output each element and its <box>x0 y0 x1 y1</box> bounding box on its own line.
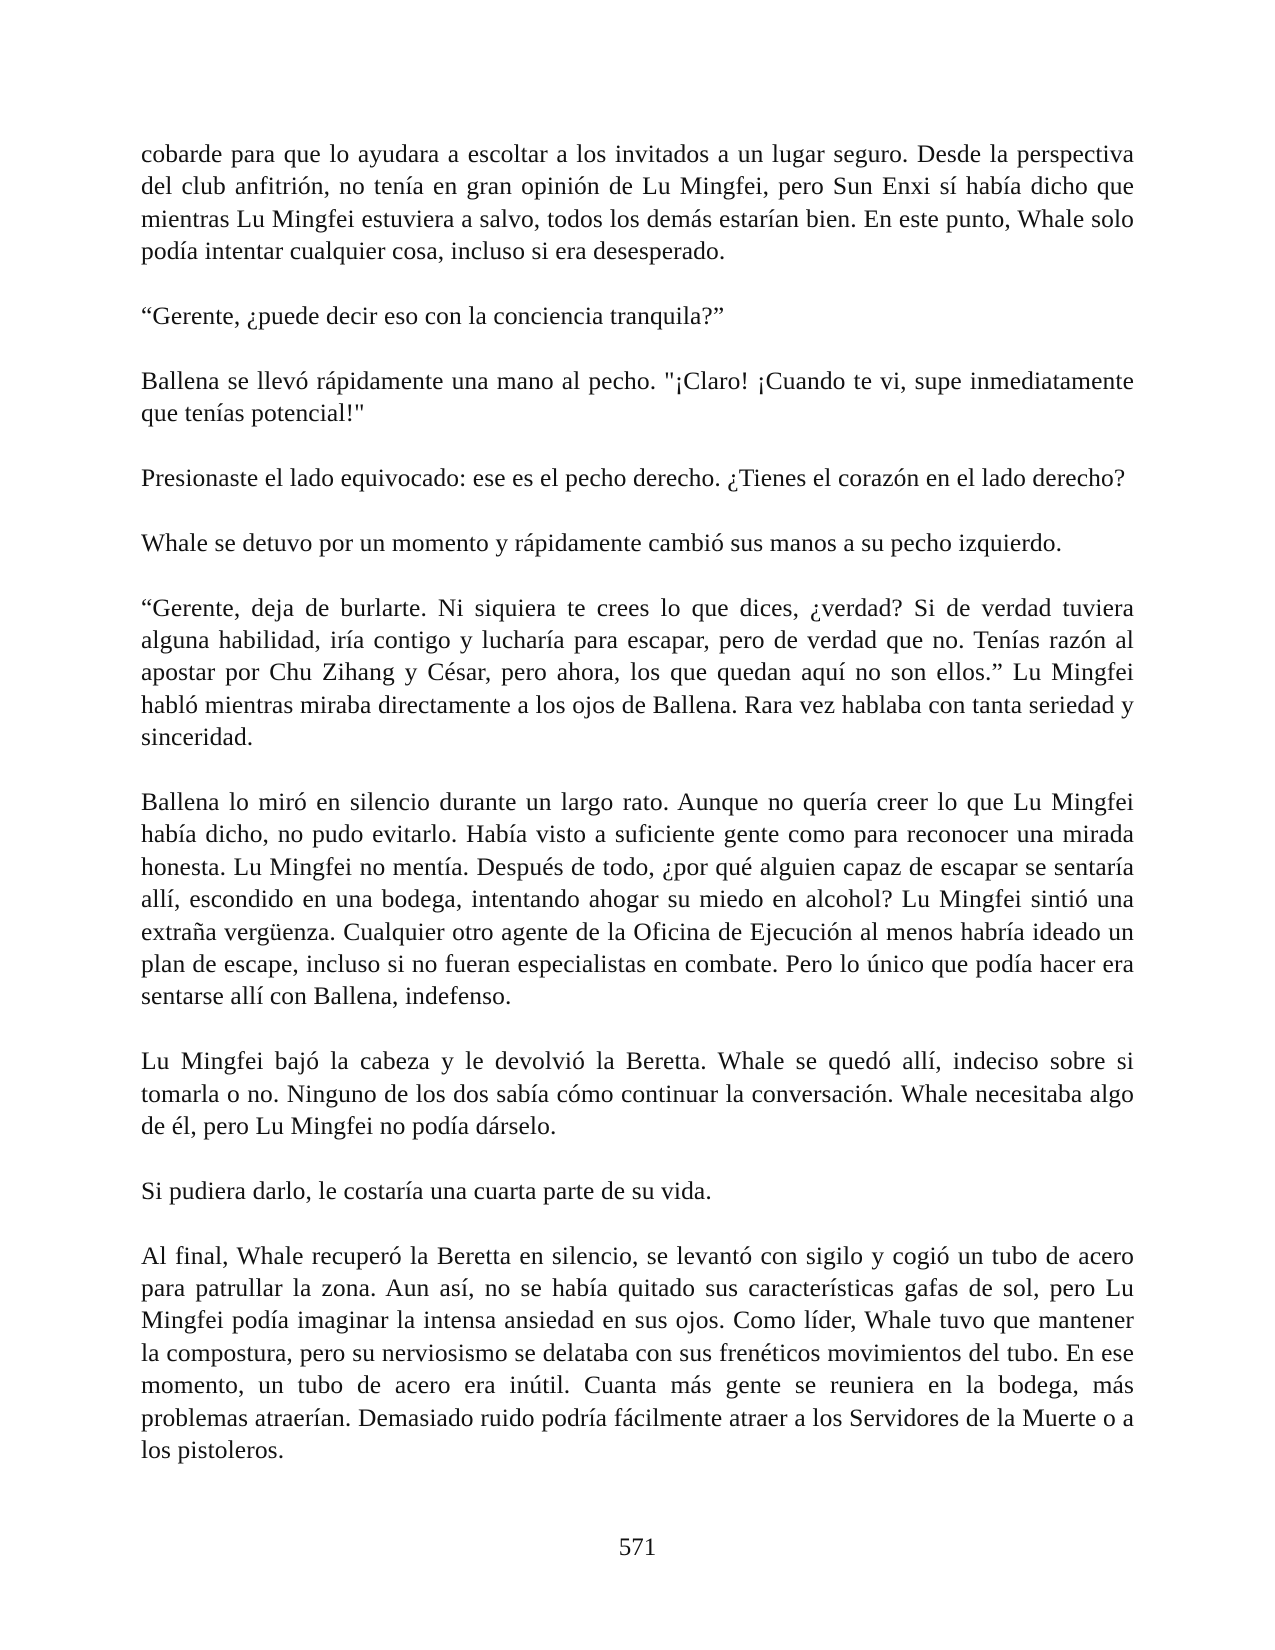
paragraph: “Gerente, ¿puede decir eso con la conciencia tranquila?” <box>141 301 725 331</box>
paragraph: Ballena se llevó rápidamente una mano al pecho. "¡Claro! ¡Cuando te vi, supe inmediatamente que tenías potencial!" <box>141 365 1134 428</box>
paragraph: Presionaste el lado equivocado: ese es el pecho derecho. ¿Tienes el corazón en el lado derecho? <box>141 463 1126 493</box>
text-block <box>141 138 1134 1467</box>
paragraph: cobarde para que lo ayudara a escoltar a los invitados a un lugar seguro. Desde la perspectiva del club anfitrión, no tenía en gran opinión de Lu Mingfei, pero Sun Enxi sí había dicho que mientras Lu Mingfei estuviera a salvo, todos los demás estarían bien. En este punto, Whale solo podía intentar cualquier cosa, incluso si era desesperado. <box>141 139 1134 266</box>
paragraph: Lu Mingfei bajó la cabeza y le devolvió la Beretta. Whale se quedó allí, indeciso sobre si tomarla o no. Ninguno de los dos sabía cómo continuar la conversación. Whale necesitaba algo de él, pero Lu Mingfei no podía dárselo. <box>141 1046 1134 1141</box>
paragraph: Ballena lo miró en silencio durante un largo rato. Aunque no quería creer lo que Lu Mingfei había dicho, no pudo evitarlo. Había visto a suficiente gente como para reconocer una mirada honesta. Lu Mingfei no mentía. Después de todo, ¿por qué alguien capaz de escapar se sentaría allí, escondido en una bodega, intentando ahogar su miedo en alcohol? Lu Mingfei sintió una extraña vergüenza. Cualquier otro agente de la Oficina de Ejecución al menos habría ideado un plan de escape, incluso si no fueran especialistas en combate. Pero lo único que podía hacer era sentarse allí con Ballena, indefenso. <box>141 787 1134 1011</box>
paragraph: “Gerente, deja de burlarte. Ni siquiera te crees lo que dices, ¿verdad? Si de verdad tuviera alguna habilidad, iría contigo y lucharía para escapar, pero de verdad que no. Tenías razón al apostar por Chu Zihang y César, pero ahora, los que quedan aquí no son ellos.” Lu Mingfei habló mientras miraba directamente a los ojos de Ballena. Rara vez hablaba con tanta seriedad y sinceridad. <box>141 592 1134 752</box>
paragraph: Si pudiera darlo, le costaría una cuarta parte de su vida. <box>141 1175 712 1205</box>
page-number: 571 <box>618 1534 657 1561</box>
paragraph: Whale se detuvo por un momento y rápidamente cambió sus manos a su pecho izquierdo. <box>141 527 1063 557</box>
paragraph: Al final, Whale recuperó la Beretta en silencio, se levantó con sigilo y cogió un tubo de acero para patrullar la zona. Aun así, no se había quitado sus características gafas de sol, pero Lu Mingfei podía imaginar la intensa ansiedad en sus ojos. Como líder, Whale tuvo que mantener la compostura, pero su nerviosismo se delataba con sus frenéticos movimientos del tubo. En ese momento, un tubo de acero era inútil. Cuanta más gente se reuniera en la bodega, más problemas atraerían. Demasiado ruido podría fácilmente atraer a los Servidores de la Muerte o a los pistoleros. <box>141 1240 1134 1465</box>
